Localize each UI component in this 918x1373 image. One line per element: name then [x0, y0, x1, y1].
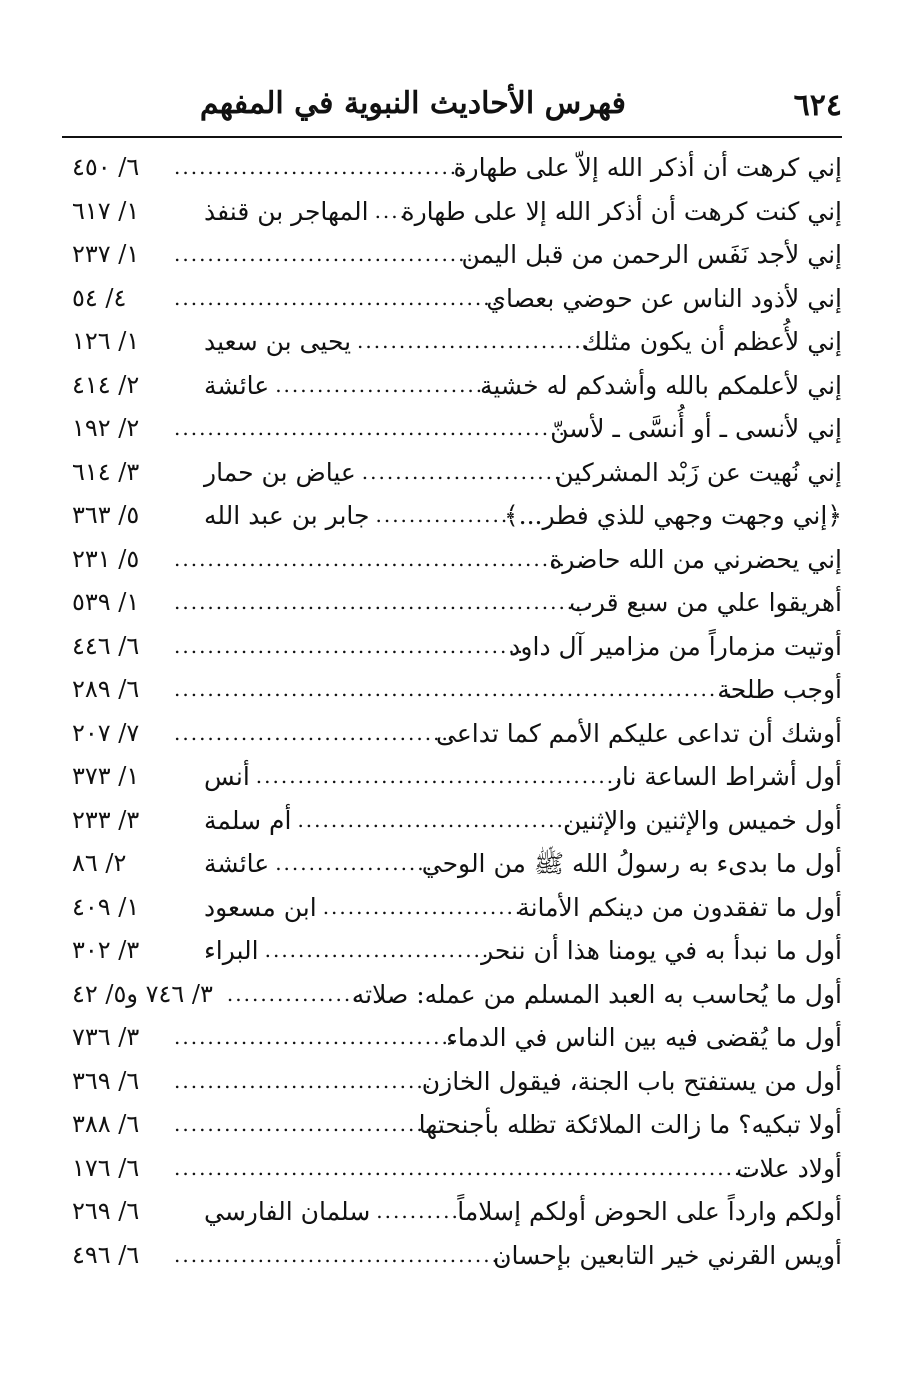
dot-leader: ............................	[357, 329, 592, 353]
volume-page-reference: ٣/ ٦١٤	[72, 457, 140, 486]
dot-leader: ........................................	[174, 1242, 509, 1267]
volume-page-reference: ١/ ١٢٦	[72, 327, 140, 355]
hadith-text: ﴿إني وجهت وجهي للذي فطر...﴾	[504, 501, 842, 530]
index-entry	[62, 1016, 842, 1060]
index-entry	[62, 1060, 842, 1104]
dot-leader: ....	[374, 198, 408, 223]
volume-page-reference: ٦/ ٢٦٩	[72, 1197, 140, 1225]
volume-page-reference: ٦/ ٣٨٨	[72, 1110, 140, 1138]
dot-leader: .........................	[322, 894, 532, 919]
hadith-text: إني لأعلمكم بالله وأشدكم له خشية	[479, 370, 842, 400]
index-entry	[62, 233, 842, 277]
volume-page-reference: ٦/ ٤٤٦	[72, 631, 140, 660]
index-entry	[62, 190, 842, 234]
hadith-text: إني نُهيت عن زَبْد المشركين	[555, 457, 842, 487]
hadith-text: أويس القرني خير التابعين بإحسان	[493, 1240, 842, 1270]
dot-leader: ............................................	[255, 764, 624, 788]
volume-page-reference: ٣/ ٧٣٦	[72, 1023, 140, 1051]
narrator-name: سلمان الفارسي	[204, 1197, 371, 1226]
hadith-text: أول أشراط الساعة نار	[609, 762, 842, 791]
dot-leader: .......................................	[174, 285, 500, 310]
index-entry	[62, 146, 842, 190]
dot-leader: ...............................	[174, 1112, 434, 1136]
dot-leader: ...................	[275, 851, 434, 875]
narrator-name: يحيى بن سعيد	[204, 327, 352, 356]
narrator-name: المهاجر بن قنفذ	[204, 196, 369, 226]
hadith-text: أوشك أن تداعى عليكم الأمم كما تداعى	[436, 718, 842, 748]
hadith-text: أوتيت مزماراً من مزامير آل داود	[509, 631, 842, 661]
dot-leader: ........................	[361, 459, 563, 484]
hadith-text: إني كنت كرهت أن أذكر الله إلا على طهارة	[401, 196, 842, 226]
dot-leader: .................................	[174, 720, 450, 745]
header-rule	[62, 136, 842, 138]
hadith-text: أولكم وارداً على الحوض أولكم إسلاماً	[457, 1197, 842, 1226]
index-entry	[62, 625, 842, 669]
volume-page-reference: ١/ ٦١٧	[72, 196, 140, 225]
index-entry	[62, 1147, 842, 1191]
dot-leader: .......................................................................	[174, 1155, 768, 1180]
dot-leader: ..................................	[174, 1025, 459, 1049]
volume-page-reference: ٦/ ٤٥٠	[72, 153, 140, 181]
narrator-name: البراء	[204, 936, 259, 965]
narrator-name: عائشة	[204, 849, 270, 878]
hadith-text: أوجب طلحة	[717, 675, 842, 704]
volume-page-reference: ٤/ ٥٤	[72, 283, 127, 312]
dot-leader: ...................................	[174, 155, 467, 179]
index-entry	[62, 1234, 842, 1278]
hadith-text: أول من يستفتح باب الجنة، فيقول الخازن	[421, 1066, 842, 1096]
volume-page-reference: ٦/ ٢٨٩	[72, 675, 140, 703]
index-entry	[62, 712, 842, 756]
index-entry	[62, 799, 842, 843]
dot-leader: ...............................	[174, 1068, 434, 1093]
dot-leader: ..........................	[275, 372, 493, 397]
dot-leader: ................	[375, 503, 510, 527]
volume-page-reference: ١/ ٣٧٣	[72, 762, 140, 790]
dot-leader: ...............................................	[174, 416, 567, 440]
volume-page-reference: ٣/ ٣٠٢	[72, 936, 140, 964]
dot-leader: ................	[226, 981, 361, 1006]
narrator-name: أنس	[204, 762, 250, 791]
volume-page-reference: ١/ ٤٠٩	[72, 892, 140, 921]
hadith-text: أول ما تفقدون من دينكم الأمانة	[517, 892, 842, 922]
volume-page-reference: ١/ ٢٣٧	[72, 240, 140, 268]
dot-leader: ...........................	[264, 938, 491, 962]
index-entry	[62, 320, 842, 364]
hadith-text: أول خميس والإثنين والإثنين	[562, 805, 842, 835]
hadith-text: أولا تبكيه؟ ما زالت الملائكة تظله بأجنحتها	[418, 1110, 842, 1139]
index-entry	[62, 973, 842, 1017]
hadith-text: إني يحضرني من الله حاضرة	[549, 544, 842, 574]
index-entry	[62, 1103, 842, 1147]
index-entry	[62, 364, 842, 408]
volume-page-reference: ٧/ ٢٠٧	[72, 718, 140, 747]
index-entry	[62, 538, 842, 582]
volume-page-reference: ٢/ ١٩٢	[72, 414, 140, 442]
index-entry	[62, 1190, 842, 1234]
hadith-index-list	[62, 146, 842, 1277]
narrator-name: أم سلمة	[204, 805, 292, 835]
index-entry	[62, 755, 842, 799]
hadith-text: إني لأُعظم أن يكون مثلك	[581, 327, 842, 356]
index-entry	[62, 668, 842, 712]
volume-page-reference: ٢/ ٨٦	[72, 849, 127, 877]
dot-leader: ....................................................................	[174, 677, 743, 701]
dot-leader: ...............................................	[174, 546, 567, 571]
hadith-text: أول ما يُحاسب به العبد المسلم من عمله: صلاته	[351, 979, 842, 1009]
volume-page-reference: ٦/ ١٧٦	[72, 1153, 140, 1182]
index-entry	[62, 494, 842, 538]
hadith-text: إني كرهت أن أذكر الله إلاّ على طهارة	[453, 153, 842, 182]
volume-page-reference: ٦/ ٣٦٩	[72, 1066, 140, 1095]
index-entry	[62, 886, 842, 930]
page-header	[62, 80, 842, 130]
hadith-text: إني لأجد نَفَس الرحمن من قبل اليمن	[461, 240, 842, 269]
volume-page-reference: ٥/ ٢٣١	[72, 544, 140, 573]
dot-leader: ..................................................	[174, 590, 592, 614]
running-title: فهرس الأحاديث النبوية في المفهم	[199, 86, 626, 121]
dot-leader: ..........................................	[174, 633, 526, 658]
index-entry	[62, 407, 842, 451]
hadith-text: أهريقوا علي من سبع قرب	[569, 588, 842, 617]
page-number: ٦٢٤	[793, 88, 842, 123]
volume-page-reference: ١/ ٥٣٩	[72, 588, 140, 616]
dot-leader: ....................................	[174, 242, 475, 266]
narrator-name: عائشة	[204, 370, 270, 400]
index-entry	[62, 451, 842, 495]
narrator-name: جابر بن عبد الله	[204, 501, 370, 530]
volume-page-reference: ٦/ ٤٩٦	[72, 1240, 140, 1269]
hadith-text: إني لأنسى ـ أو أُنسَّى ـ لأسنّ	[550, 414, 842, 443]
index-entry	[62, 277, 842, 321]
index-entry	[62, 581, 842, 625]
hadith-text: أول ما بدىء به رسولُ الله ﷺ من الوحي	[421, 849, 842, 878]
hadith-text: إني لأذود الناس عن حوضي بعصاي	[486, 283, 842, 313]
hadith-text: أولاد علات	[736, 1153, 842, 1183]
volume-page-reference: ٥/ ٣٦٣	[72, 501, 140, 529]
volume-page-reference: ٣/ ٧٤٦ و٥/ ٤٢	[72, 979, 213, 1008]
hadith-text: أول ما نبدأ به في يومنا هذا أن ننحر	[481, 936, 842, 965]
dot-leader: .................................	[297, 807, 574, 832]
volume-page-reference: ٣/ ٢٣٣	[72, 805, 140, 834]
narrator-name: ابن مسعود	[204, 892, 317, 922]
dot-leader: ..........	[376, 1199, 460, 1223]
index-entry	[62, 929, 842, 973]
index-entry	[62, 842, 842, 886]
hadith-text: أول ما يُقضى فيه بين الناس في الدماء	[446, 1023, 842, 1052]
narrator-name: عياض بن حمار	[204, 457, 356, 487]
volume-page-reference: ٢/ ٤١٤	[72, 370, 140, 399]
